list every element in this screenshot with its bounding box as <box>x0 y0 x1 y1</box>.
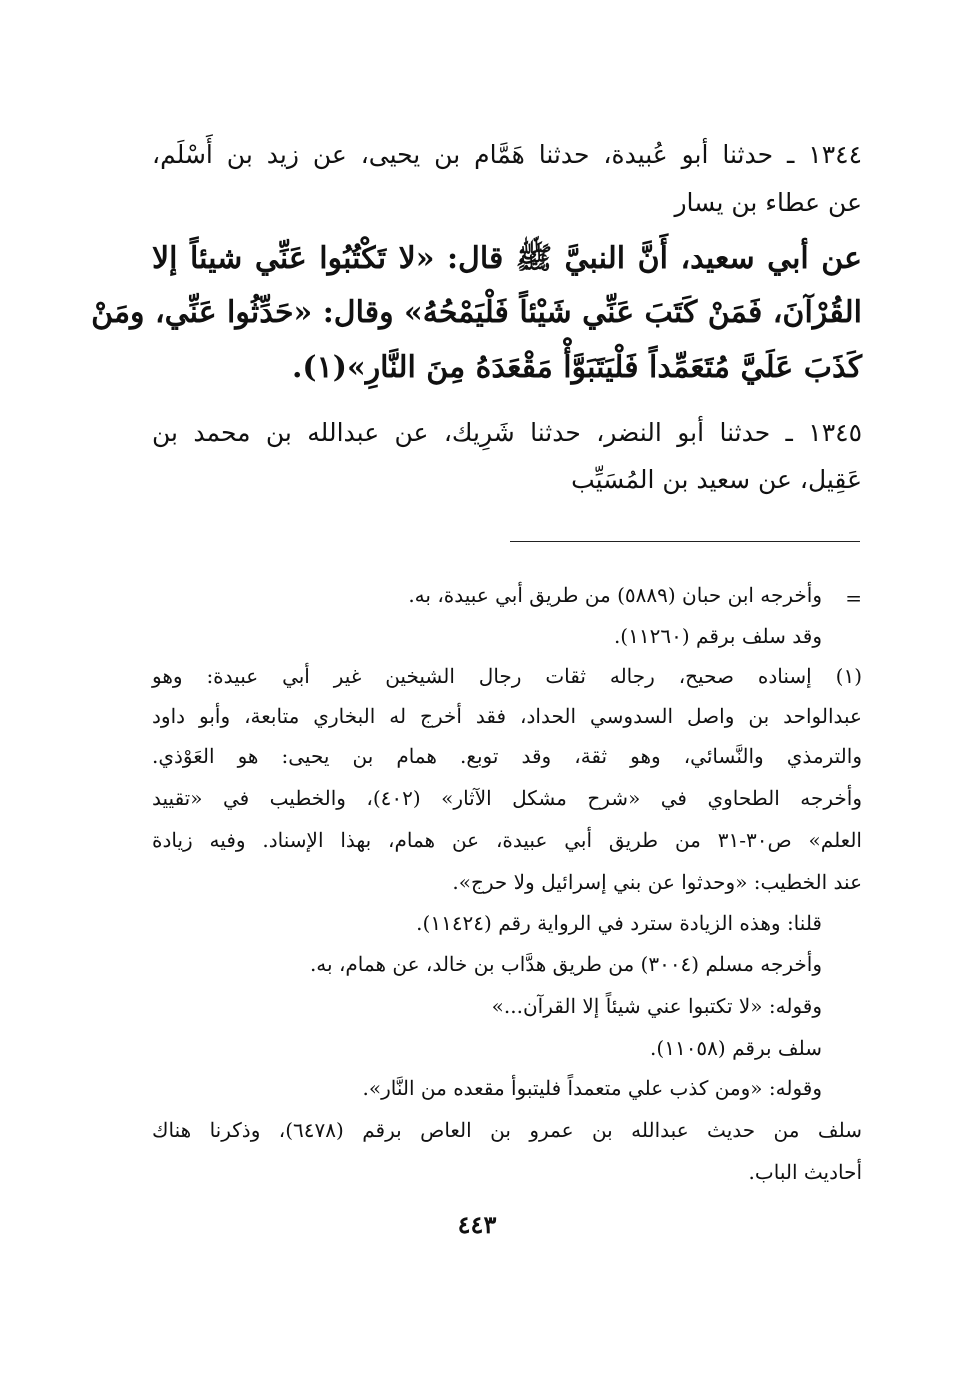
footnote-line: (١) إسناده صحيح، رجاله ثقات رجال الشيخين غير أبي عبيدة: وهو <box>152 664 862 688</box>
footnote-line: وقوله: «لا تكتبوا عني شيئاً إلا القرآن...» <box>491 994 822 1018</box>
footnote-line: العلم» ص٣٠-٣١ من طريق أبي عبيدة، عن همام، بهذا الإسناد. وفيه زيادة <box>152 828 862 852</box>
hadith-1344-quote-line-2: القُرْآنَ، فَمَنْ كَتَبَ عَنِّي شَيْئاً فَلْيَمْحُهُ» وقال: «حَدِّثُوا عَنِّي، ومَنْ <box>91 295 862 330</box>
footnote-line: وأخرجه الطحاوي في «شرح مشكل الآثار» (٤٠٢)، والخطيب في «تقييد <box>152 786 862 810</box>
hadith-1344-quote-line-1: عن أبي سعيد، أَنَّ النبيَّ ﷺ قال: «لا تَكْتُبُوا عَنِّي شيئاً إلا <box>152 241 862 276</box>
footnote-line: قلنا: وهذه الزيادة سترد في الرواية رقم (١١٤٢٤). <box>416 911 822 935</box>
hadith-1344-line-1: ١٣٤٤ ـ حدثنا أبو عُبيدة، حدثنا هَمَّام بن يحيى، عن زيد بن أَسْلَم، <box>152 140 862 169</box>
continuation-mark: = <box>845 586 862 610</box>
page-number: ٤٤٣ <box>457 1210 497 1239</box>
hadith-1344-line-2: عن عطاء بن يسار <box>674 188 862 217</box>
footnote-line: سلف من حديث عبدالله بن عمرو بن العاص برقم (٦٤٧٨)، وذكرنا هناك <box>152 1118 862 1142</box>
footnote-line: وقد سلف برقم (١١٢٦٠). <box>613 624 822 648</box>
footnote-line: وأخرجه ابن حبان (٥٨٨٩) من طريق أبي عبيدة، به. <box>408 583 822 607</box>
hadith-1344-quote-line-3: كَذَبَ عَلَيَّ مُتَعَمِّداً فَلْيَتَبَوَّأْ مَقْعَدَهُ مِنَ النَّارِ»(١). <box>291 350 862 385</box>
footnote-separator <box>510 541 860 542</box>
footnote-line: وقوله: «ومن كذب علي متعمداً فليتبوأ مقعده من النَّار». <box>362 1076 822 1100</box>
footnote-line: والترمذي والنَّسائي، وهو ثقة، وقد توبع. همام بن يحيى: هو العَوْذي. <box>152 744 862 768</box>
footnote-line: وأخرجه مسلم (٣٠٠٤) من طريق هدَّاب بن خالد، عن همام، به. <box>309 952 822 976</box>
footnote-line: عبدالواحد بن واصل السدوسي الحداد، فقد أخرج له البخاري متابعة، وأبو داود <box>152 704 862 728</box>
footnote-line: سلف برقم (١١٠٥٨). <box>650 1036 822 1060</box>
hadith-1345-line-1: ١٣٤٥ ـ حدثنا أبو النضر، حدثنا شَرِيك، عن عبدالله بن محمد بن <box>152 418 862 447</box>
hadith-1345-line-2: عَقِيل، عن سعيد بن المُسَيِّب <box>571 465 862 494</box>
footnote-line: أحاديث الباب. <box>748 1160 862 1184</box>
footnote-line: عند الخطيب: «وحدثوا عن بني إسرائيل ولا حرج». <box>452 870 862 894</box>
